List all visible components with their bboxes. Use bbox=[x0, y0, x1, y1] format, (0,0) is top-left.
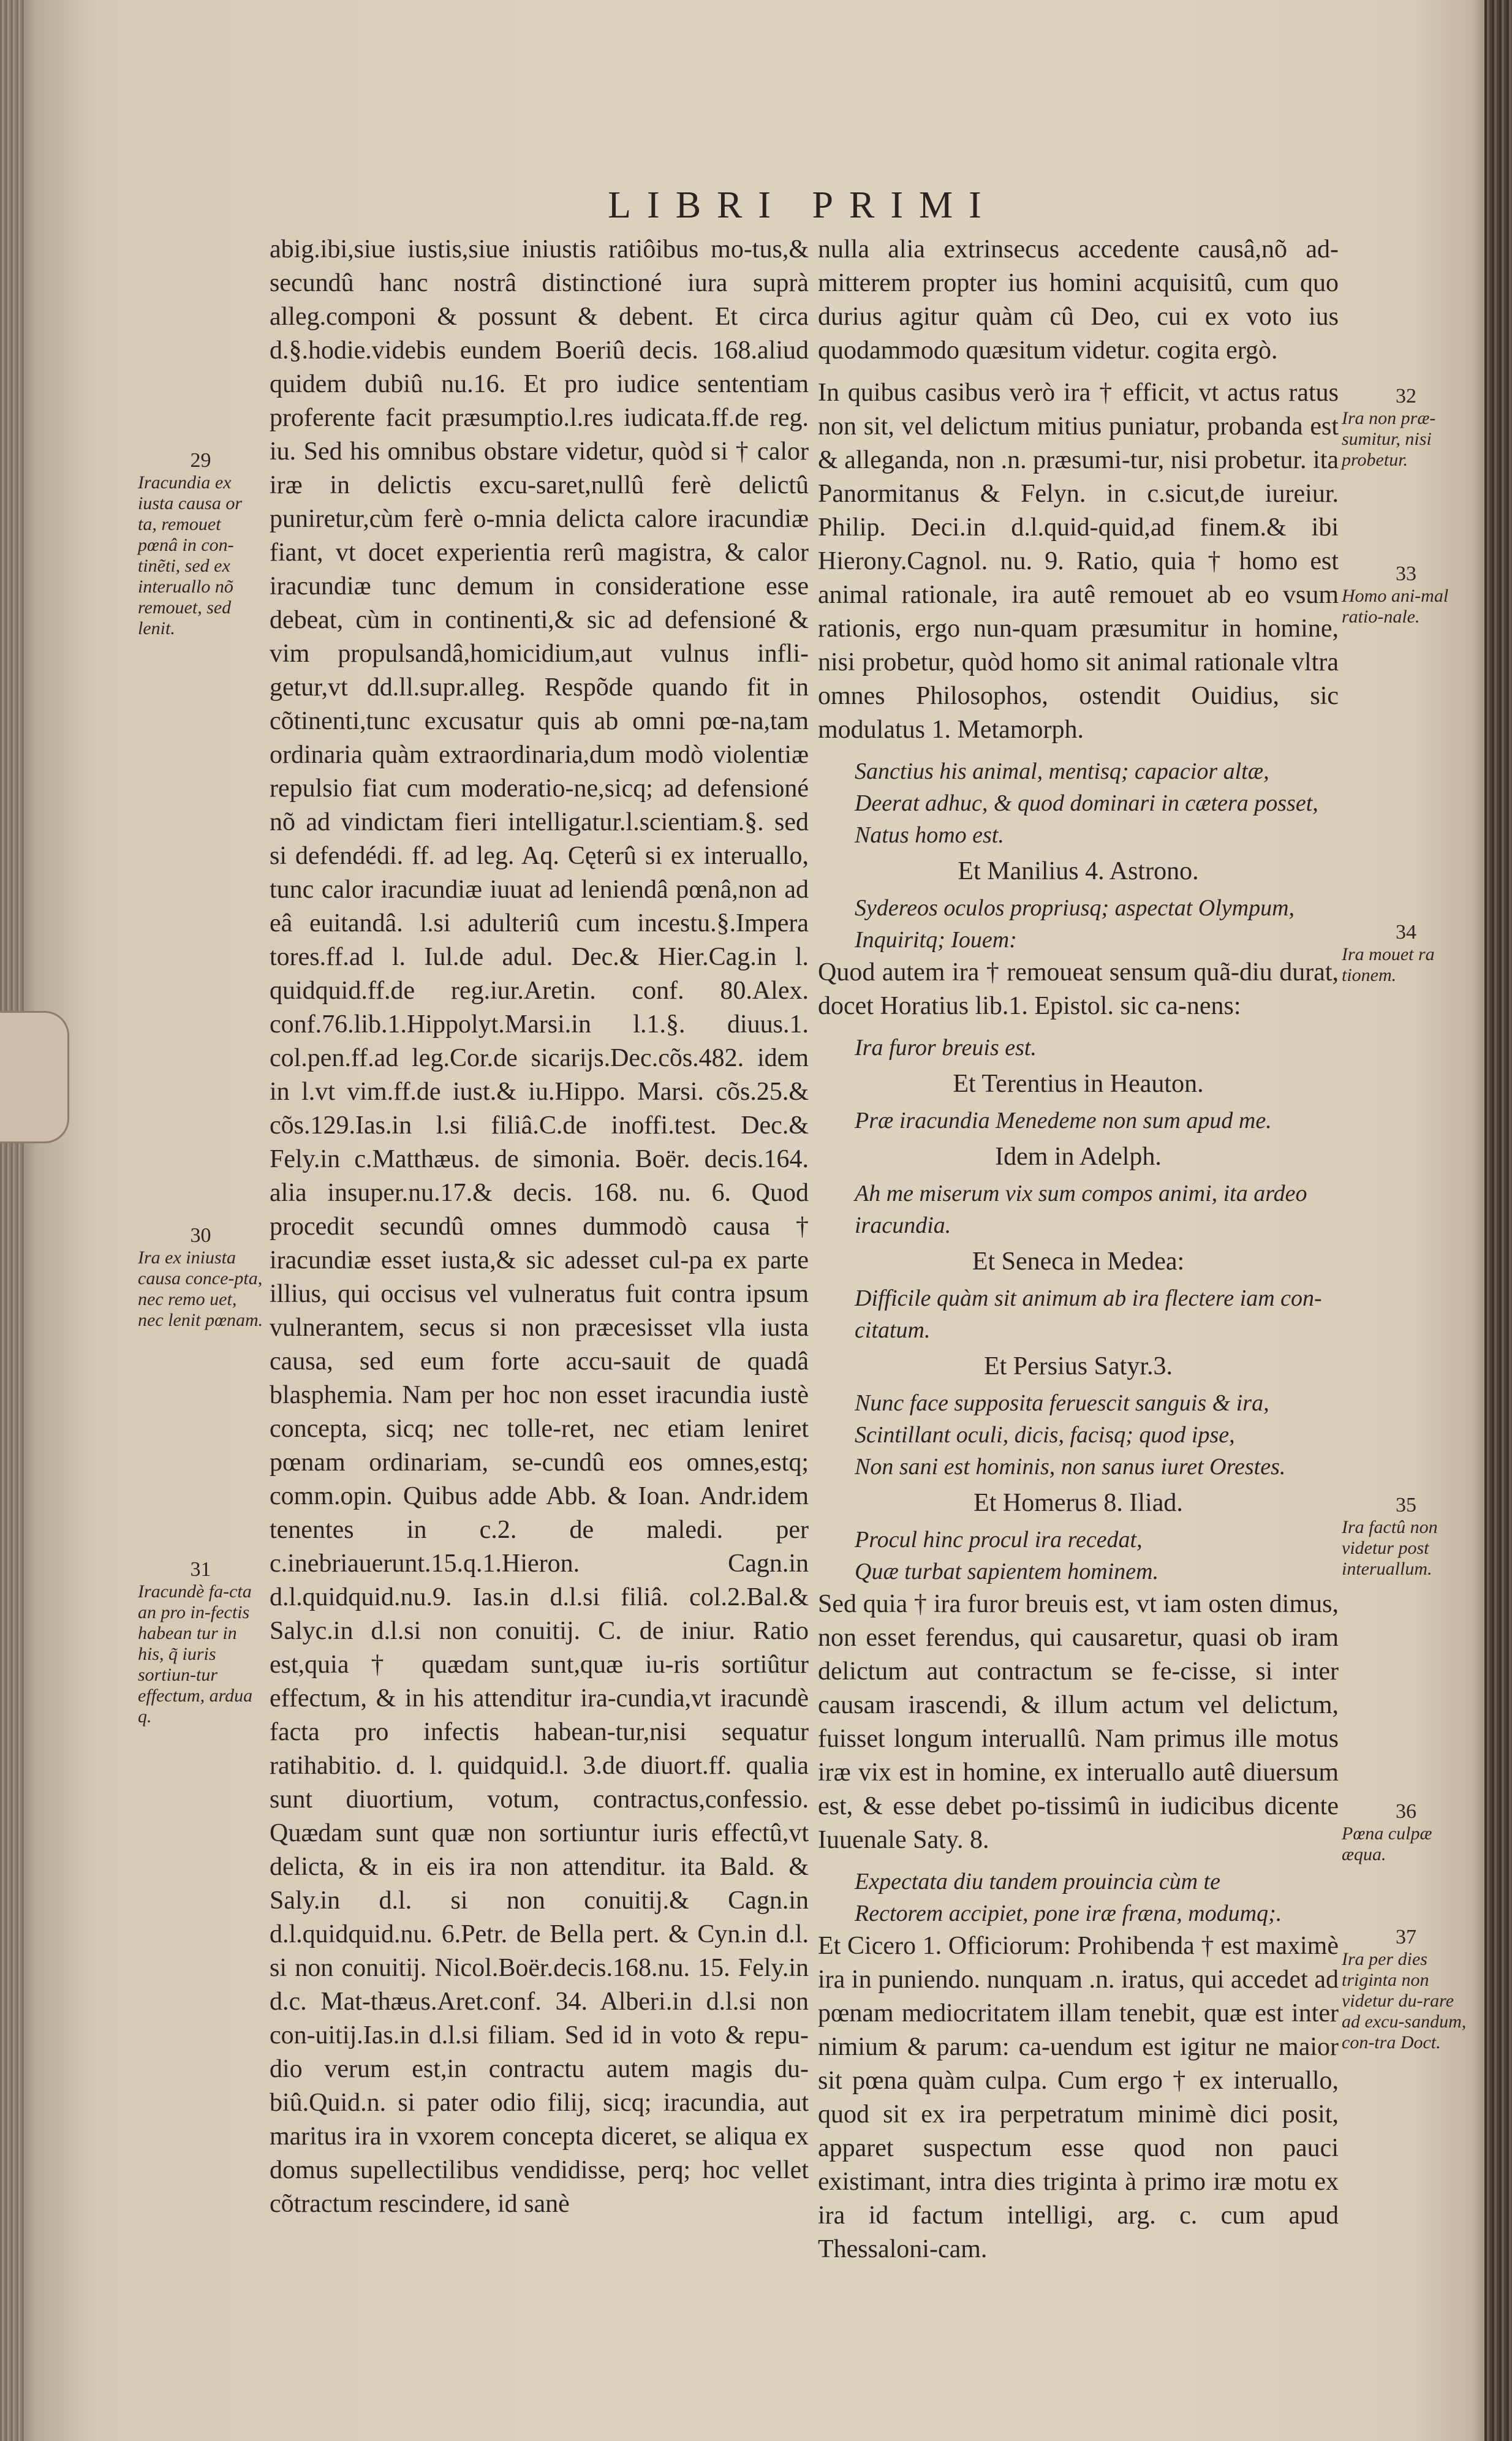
margin-note-number: 29 bbox=[190, 449, 211, 472]
right-paragraph-3: Quod autem ira † remoueat sensum quã-diu durat, docet Horatius lib.1. Epistol. sic ca-nens: bbox=[818, 958, 1339, 1020]
verse-line: Difficile quàm sit animum ab ira flectere iam con- bbox=[855, 1285, 1322, 1311]
verse-line: Procul hinc procul ira recedat, bbox=[855, 1527, 1143, 1553]
verse-line: Deerat adhuc, & quod dominari in cætera posset, bbox=[855, 790, 1318, 816]
margin-note-text: Ira mouet ra tionem. bbox=[1342, 944, 1435, 985]
citation-line: Et Persius Satyr.3. bbox=[983, 1352, 1173, 1380]
citation-line: Et Seneca in Medea: bbox=[972, 1247, 1185, 1276]
verse-line: Scintillant oculi, dicis, facisq; quod ipse, bbox=[855, 1422, 1235, 1448]
verse-line: Præ iracundia Menedeme non sum apud me. bbox=[855, 1108, 1272, 1133]
right-paragraph-2: In quibus casibus verò ira † efficit, vt actus ratus non sit, vel delictum mitius puniatur, probanda est & alleganda, non .n. præsumi-tur, nisi probetur. ita Panormitanus & Felyn. in c.sicut,de iureiur. Philip. Deci.in d.l.quid-quid,ad finem.& ibi Hierony.Cagnol. nu. 9. Ratio, quia † homo est animal rationale, ira autê remouet ab eo vsum rationis, ergo nun-quam præsumitur in homine, nisi probetur, quòd homo sit animal rationale vltra omnes Philosophos, ostendit Ouidius, sic modulatus 1. Metamorph. bbox=[818, 379, 1339, 744]
margin-note-text: Iracundia ex iusta causa or ta, remouet pœnâ in con-tinẽti, sed ex interuallo nõ remouet, sed lenit. bbox=[138, 472, 243, 638]
verse-line: Ira furor breuis est. bbox=[855, 1035, 1037, 1061]
margin-note-number: 34 bbox=[1396, 921, 1416, 944]
right-text-column bbox=[818, 233, 1339, 2275]
margin-note-text: Ira per dies triginta non videtur du-rare ad excu-sandum, con-tra Doct. bbox=[1342, 1949, 1467, 2053]
verse-line: iracundia. bbox=[855, 1213, 951, 1238]
margin-note-number: 35 bbox=[1396, 1494, 1416, 1516]
verse-line: Quæ turbat sapientem hominem. bbox=[855, 1559, 1159, 1584]
margin-note-text: Iracundè fa-cta an pro in-fectis habean tur in his, q̃ iuris sortiun-tur effectum, ardua q. bbox=[138, 1581, 253, 1727]
margin-note-35 bbox=[1342, 1495, 1470, 1580]
verse-line: Nunc face supposita feruescit sanguis & ira, bbox=[855, 1390, 1269, 1416]
margin-note-30 bbox=[138, 1225, 263, 1331]
verse-line: Rectorem accipiet, pone iræ fræna, modumq;. bbox=[855, 1901, 1282, 1926]
margin-note-31 bbox=[138, 1559, 263, 1727]
verse-line: Sanctius his animal, mentisq; capacior altæ, bbox=[855, 759, 1269, 784]
margin-note-text: Ira factû non videtur post interuallum. bbox=[1342, 1517, 1438, 1579]
margin-note-number: 31 bbox=[190, 1558, 211, 1581]
citation-line: Et Homerus 8. Iliad. bbox=[973, 1489, 1183, 1517]
margin-note-33 bbox=[1342, 564, 1470, 627]
verse-line: Sydereos oculos propriusq; aspectat Olympum, bbox=[855, 895, 1295, 921]
margin-note-29 bbox=[138, 450, 263, 639]
verse-line: Expectata diu tandem prouincia cùm te bbox=[855, 1869, 1220, 1894]
margin-note-number: 32 bbox=[1396, 385, 1416, 407]
margin-note-text: Homo ani-mal ratio-nale. bbox=[1342, 586, 1449, 627]
margin-note-text: Ira non præ-sumitur, nisi probetur. bbox=[1342, 408, 1436, 470]
margin-note-32 bbox=[1342, 386, 1470, 471]
margin-note-number: 30 bbox=[190, 1224, 211, 1247]
bookmark-tab bbox=[0, 1011, 69, 1143]
right-paragraph-5: Et Cicero 1. Officiorum: Prohibenda † est maximè ira in puniendo. nunquam .n. iratus, qui accedet ad pœnam mediocritatem illam tenebit, quæ est inter nimium & parum: ca-uendum est igitur ne maior sit pœna quàm culpa. Cum ergo † ex interuallo, quod sit ex ira perpetratum minimè dici posit, apparet suspectum esse quod non pauci existimant, intra dies triginta à primo iræ motu ex ira id factum intelligi, arg. c. cum apud Thessaloni-cam. bbox=[818, 1932, 1339, 2263]
margin-note-text: Ira ex iniusta causa conce-pta, nec remo uet, nec lenit pœnam. bbox=[138, 1247, 263, 1330]
left-page-edges bbox=[0, 0, 25, 2441]
margin-note-number: 33 bbox=[1396, 562, 1416, 585]
margin-note-text: Pœna culpæ æqua. bbox=[1342, 1823, 1432, 1864]
left-text-column bbox=[270, 233, 809, 2230]
margin-note-36 bbox=[1342, 1801, 1470, 1865]
right-book-edge bbox=[1484, 0, 1512, 2441]
margin-note-34 bbox=[1342, 922, 1470, 986]
margin-note-number: 37 bbox=[1396, 1926, 1416, 1948]
citation-line: Et Terentius in Heauton. bbox=[953, 1070, 1204, 1098]
left-paragraph: abig.ibi,siue iustis,siue iniustis ratiôibus mo-tus,& secundû hanc nostrâ distinctioné iura suprà alleg.componi & possunt & debent. Et circa d.§.hodie.videbis eundem Boeriû decis. 168.aliud quidem dubiû nu.16. Et pro iudice sententiam proferente facit præsumptio.l.res iudicata.ff.de reg. iu. Sed his omnibus obstare videtur, quòd si † calor iræ in delictis excu-saret,nullû ferè delictû puniretur,cùm ferè o-mnia delicta calore iracundiæ fiant, vt docet experientia rerû magistra, & calor iracundiæ tunc demum in consideratione esse debeat, cùm in continenti,& sic ad defensioné & vim propulsandâ,homicidium,aut vulnus infli-getur,vt dd.ll.supr.alleg. Respõde quando fit in cõtinenti,tunc excusatur quis ab omni pœ-na,tam ordinaria quàm extraordinaria,dum modò violentiæ repulsio fiat cum moderatio-ne,sicq; ad defensioné nõ ad vindictam fieri intelligatur.l.scientiam.§. sed si defendédi. ff. ad leg. Aq. Cęterû si ex interuallo, tunc calor iracundiæ iuuat ad leniendâ pœnâ,non ad eâ euitandâ. l.si adulteriû cum incestu.§.Impera tores.ff.ad l. Iul.de adul. Dec.& Hier.Cag.in l. quidquid.ff.de reg.iur.Aretin. conf. 80.Alex. conf.76.lib.1.Hippolyt.Marsi.in l.1.§. diuus.1. col.pen.ff.ad leg.Cor.de sicarijs.Dec.cõs.482. idem in l.vt vim.ff.de iust.& iu.Hippo. Marsi. cõs.25.& cõs.129.Ias.in l.si filiâ.C.de inoffi.test. Dec.& Fely.in c.Matthæus. de simonia. Boër. decis.164. alia insuper.nu.17.& decis. 168. nu. 6. Quod procedit secundû omnes dummodò causa † iracundiæ esset iusta,& sic adesset cul-pa ex parte illius, qui occisus vel vulneratus fuit contra ipsum vulnerantem, secus si non præcesisset vlla iusta causa, sed eum forte accu-sauit de quadâ blasphemia. Nam per hoc non esset iracundia iustè concepta, sicq; nec tolle-ret, nec etiam leniret pœnam ordinariam, se-cundû eos omnes,estq; comm.opin. Quibus adde Abb. & Ioan. Andr.idem tenentes in c.2. de maledi. per c.inebriauerunt.15.q.1.Hieron. Cagn.in d.l.quidquid.nu.9. Ias.in d.l.si filiâ. col.2.Bal.& Salyc.in d.l.si non conuitij. C. de iniur. Ratio est,quia † quædam sunt,quæ iu-ris sortiûtur effectum, & in his attenditur ira-cundia,vt iracundè facta pro infectis habean-tur,nisi sequatur ratihabitio. d. l. quidquid.l. 3.de diuort.ff. qualia sunt diuortium, votum, contractus,confessio. Quædam sunt quæ non sortiuntur iuris effectû,vt delicta, & in eis ira non attenditur. ita Bald. & Saly.in d.l. si non conuitij.& Cagn.in d.l.quidquid.nu. 6.Petr. de Bella pert. & Cyn.in d.l. si non conuitij. Nicol.Boër.decis.168.nu. 15. Fely.in d.c. Mat-thæus.Aret.conf. 34. Alberi.in d.l.si non con-uitij.Ias.in d.l.si filiam. Sed id in voto & repu-dio verum est,in contractu autem magis du-biû.Quid.n. si pater odio filij, sicq; iracundia, aut maritus ira in vxorem concepta diceret, se aliqua ex domus supellectilibus vendidisse, perq; hoc vellet cõtractum rescindere, id sanè bbox=[270, 235, 809, 2218]
margin-note-number: 36 bbox=[1396, 1800, 1416, 1823]
verse-line: Non sani est hominis, non sanus iuret Orestes. bbox=[855, 1454, 1286, 1480]
verse-line: Ah me miserum vix sum compos animi, ita ardeo bbox=[855, 1181, 1307, 1206]
running-head: LIBRI PRIMI bbox=[608, 184, 997, 226]
verse-line: Natus homo est. bbox=[855, 822, 1004, 848]
verse-line: citatum. bbox=[855, 1317, 931, 1343]
margin-note-37 bbox=[1342, 1927, 1470, 2053]
right-paragraph-4: Sed quia † ira furor breuis est, vt iam osten dimus, non esset ferendus, qui causaretur, quasi ob iram delictum aut contractum se fe-cisse, si inter causam irascendi, & illum actum vel delictum, fuisset longum interuallû. Nam primus ille motus iræ vix est in homine, ex interuallo autê diuersum est, & esse debet po-tissimû in iudicibus dicente Iuuenale Saty. 8. bbox=[818, 1590, 1339, 1854]
right-paragraph-1: nulla alia extrinsecus accedente causâ,nõ ad-mitterem propter ius homini acquisitû, cum quo durius agitur quàm cû Deo, cui ex voto ius quodammodo quæsitum videtur. cogita ergò. bbox=[818, 235, 1339, 365]
citation-line: Et Manilius 4. Astrono. bbox=[958, 857, 1199, 885]
citation-line: Idem in Adelph. bbox=[995, 1143, 1162, 1171]
verse-line: Inquiritq; Iouem: bbox=[855, 927, 1017, 953]
